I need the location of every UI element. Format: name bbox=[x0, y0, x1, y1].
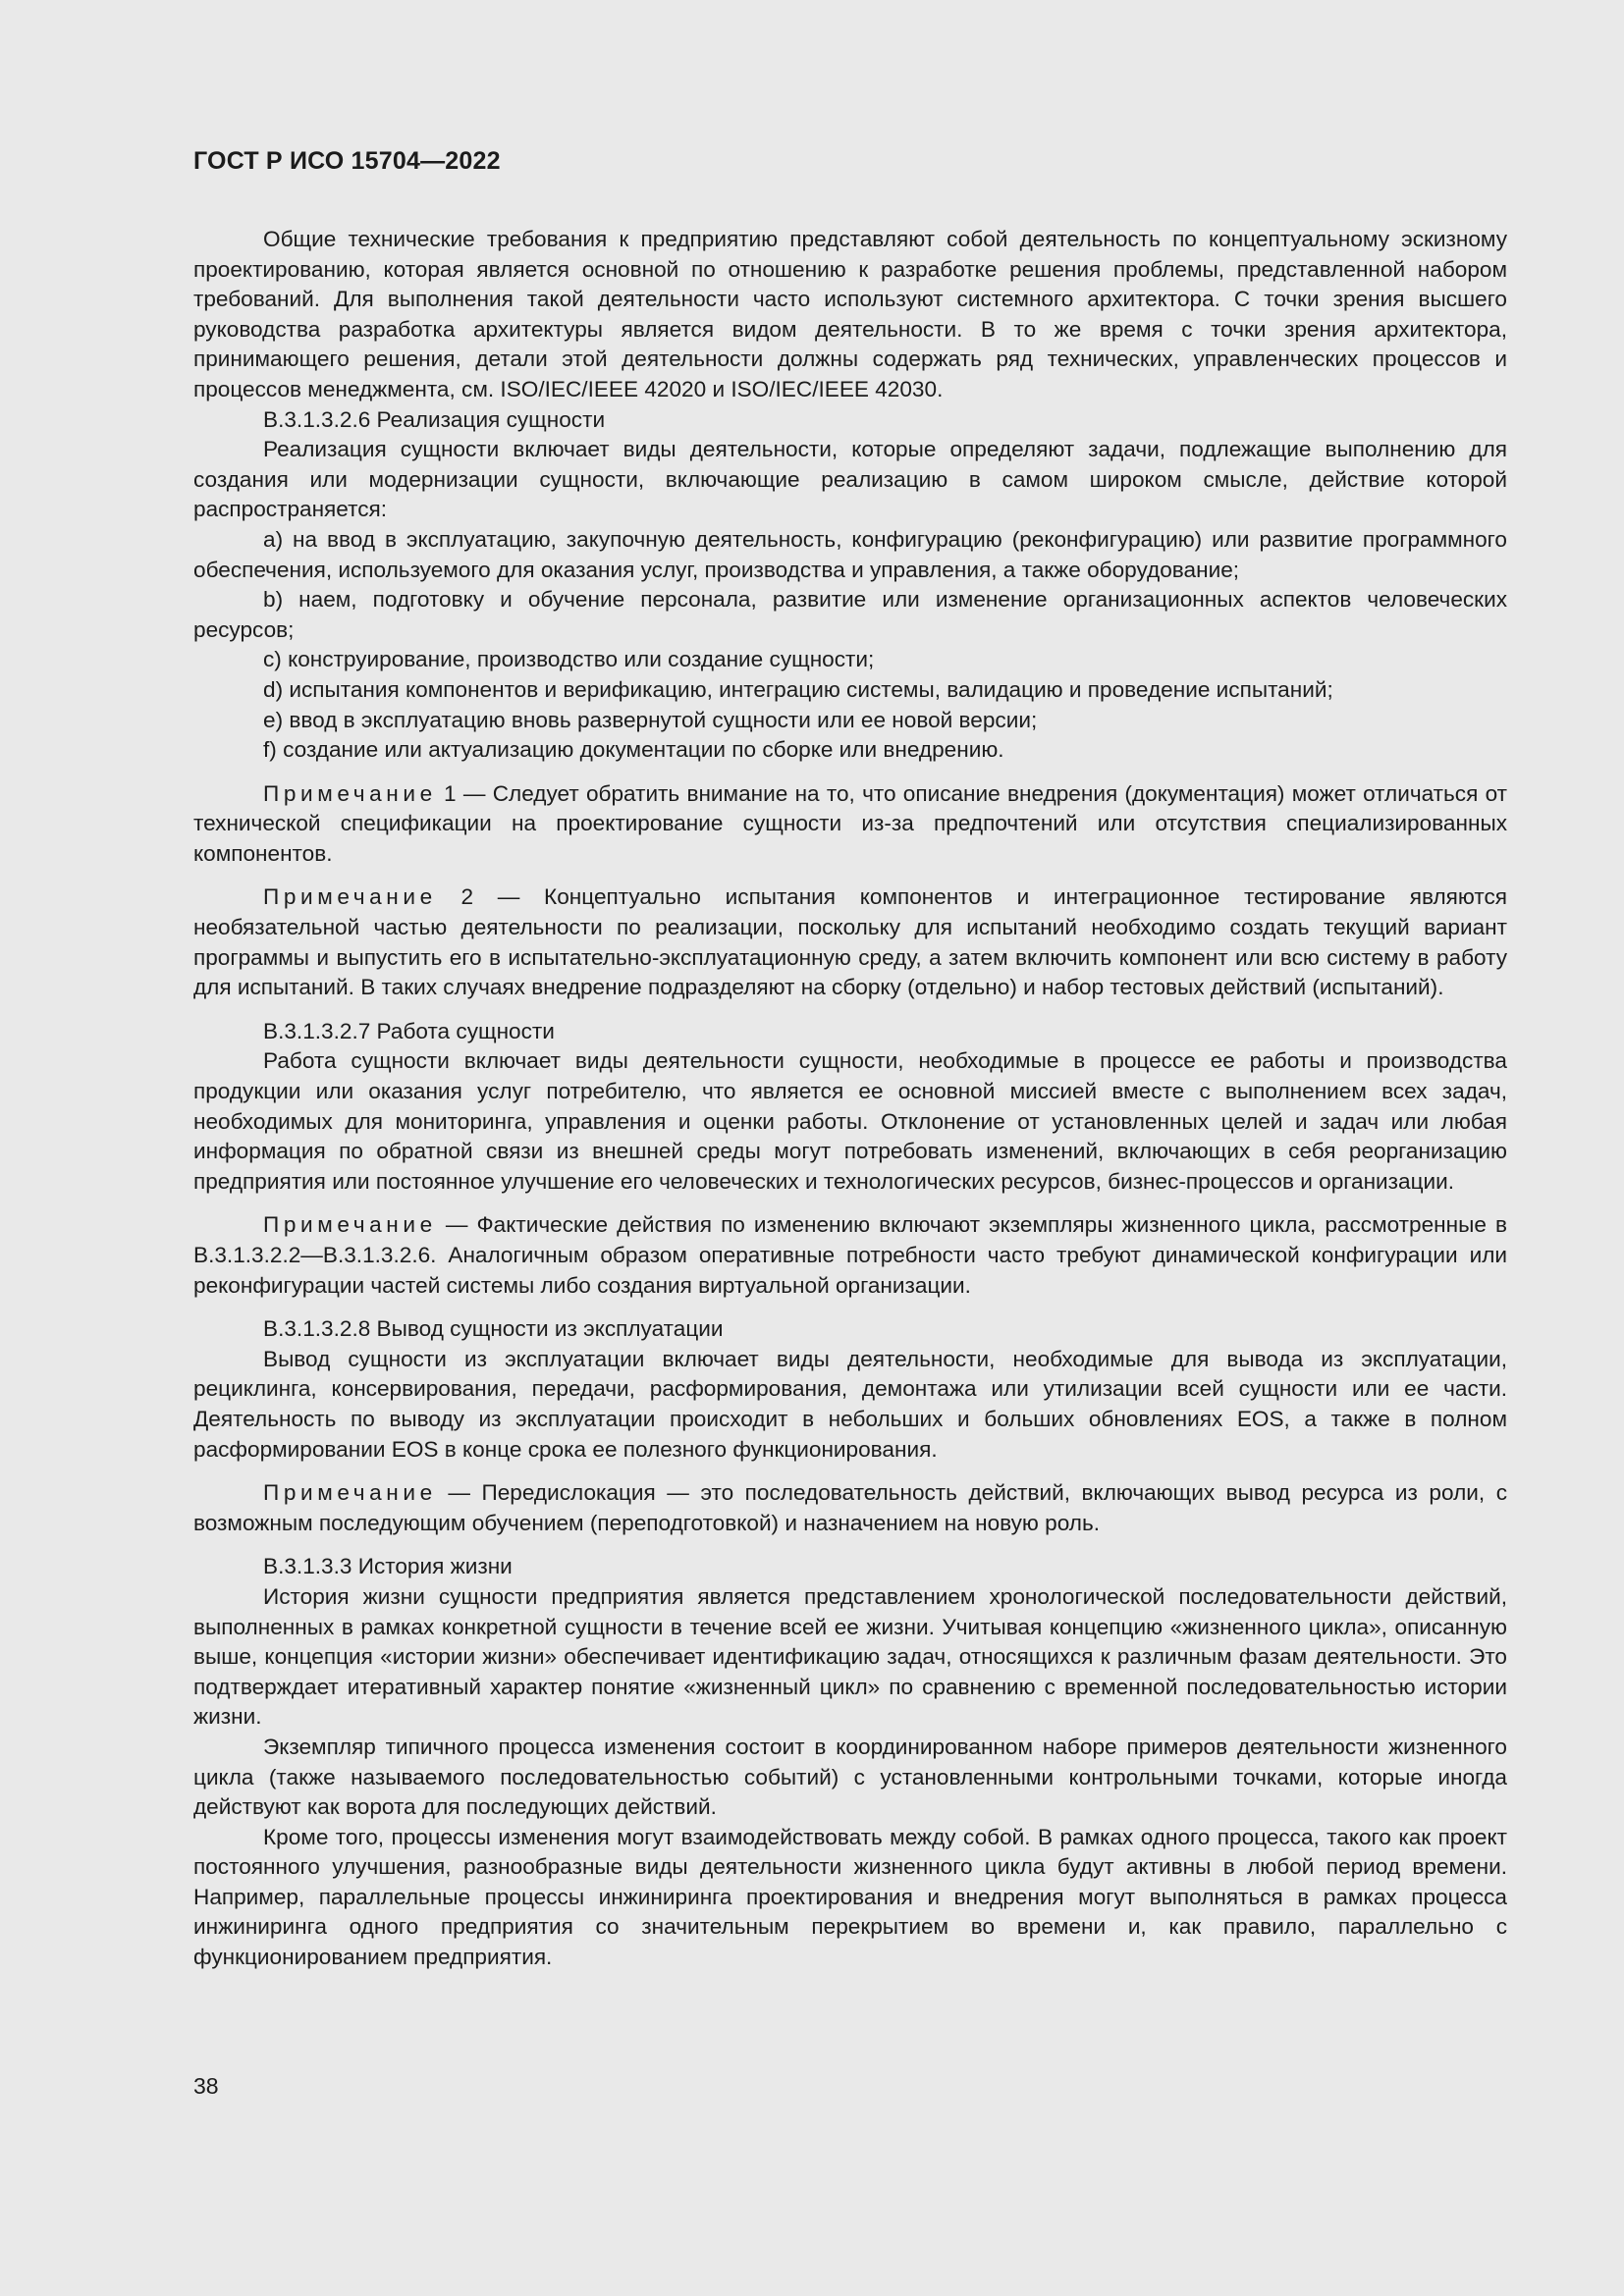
paragraph-operation: Работа сущности включает виды деятельности сущности, необходимые в процессе ее работы и производства продукции или оказания услуг потребителю, что является ее основной миссией вместе с выполнением всех задач, необходимых для мониторинга, управления и оценки работы. Отклонение от установленных целей и задач или любая информация по обратной связи из внешней среды могут потребовать изменений, включающих в себя реорганизацию предприятия или постоянное улучшение его человеческих и технологических ресурсов, бизнес-процессов и организации. bbox=[193, 1048, 1507, 1194]
list-item-f: f) создание или актуализацию документации по сборке или внедрению. bbox=[263, 737, 1004, 763]
paragraph-realization: Реализация сущности включает виды деятельности, которые определяют задачи, подлежащие выполнению для создания или модернизации сущности, включающие реализацию в самом широком смысле, действие которой распространяется: bbox=[193, 437, 1507, 522]
note-4 bbox=[193, 1478, 1507, 1538]
list-item-c: c) конструирование, производство или создание сущности; bbox=[263, 647, 875, 672]
note-label: Примечание bbox=[263, 780, 437, 806]
note-text: — Передислокация — это последовательность действий, включающих вывод ресурса из роли, с возможным последующим обучением (переподготовкой) и назначением на новую роль. bbox=[193, 1480, 1507, 1535]
section-heading-b31327: B.3.1.3.2.7 Работа сущности bbox=[263, 1018, 555, 1043]
section-heading-b31328: B.3.1.3.2.8 Вывод сущности из эксплуатации bbox=[263, 1316, 724, 1342]
section-heading-b3133: B.3.1.3.3 История жизни bbox=[263, 1554, 513, 1579]
note-text: — Фактические действия по изменению включают экземпляры жизненного цикла, рассмотренные в B.3.1.3.2.2—B.3.1.3.2.6. Аналогичным образом оперативные потребности часто требуют динамической конфигурации или реконфигурации частей системы либо создания виртуальной организации. bbox=[193, 1212, 1507, 1298]
list-item-d: d) испытания компонентов и верификацию, интеграцию системы, валидацию и проведение испытаний; bbox=[263, 676, 1333, 702]
document-body bbox=[193, 225, 1507, 1973]
note-label: Примечание bbox=[263, 1480, 437, 1506]
note-1 bbox=[193, 779, 1507, 870]
note-label: Примечание bbox=[263, 1212, 437, 1238]
list-item-e: e) ввод в эксплуатацию вновь развернутой сущности или ее новой версии; bbox=[263, 707, 1038, 732]
section-heading-b31326: B.3.1.3.2.6 Реализация сущности bbox=[263, 406, 606, 432]
paragraph-life-history: История жизни сущности предприятия является представлением хронологической последовательности действий, выполненных в рамках конкретной сущности в течение всей ее жизни. Учитывая концепцию «жизненного цикла», описанную выше, концепция «истории жизни» обеспечивает идентификацию задач, относящихся к различным фазам деятельности. Это подтверждает итеративный характер понятие «жизненный цикл» по сравнению с временной последовательностью истории жизни. bbox=[193, 1583, 1507, 1730]
paragraph-architecture: Общие технические требования к предприятию представляют собой деятельность по концептуальному эскизному проектированию, которая является основной по отношению к разработке решения проблемы, представленной набором требований. Для выполнения такой деятельности часто используют системного архитектора. С точки зрения высшего руководства разработка архитектуры является видом деятельности. В то же время с точки зрения архитектора, принимающего решения, детали этой деятельности должны содержать ряд технических, управленческих процессов и процессов менеджмента, см. ISO/IEC/IEEE 42020 и ISO/IEC/IEEE 42030. bbox=[193, 227, 1507, 401]
list-item-b: b) наем, подготовку и обучение персонала, развитие или изменение организационных аспектов человеческих ресурсов; bbox=[193, 587, 1507, 642]
paragraph-interaction: Кроме того, процессы изменения могут взаимодействовать между собой. В рамках одного процесса, такого как проект постоянного улучшения, разнообразные виды деятельности жизненного цикла будут активны в любой период времени. Например, параллельные процессы инжиниринга проектирования и внедрения могут выполняться в рамках процесса инжиниринга одного предприятия со значительным перекрытием во времени и, как правило, параллельно с функционированием предприятия. bbox=[193, 1824, 1507, 1970]
note-3 bbox=[193, 1210, 1507, 1301]
paragraph-decommission: Вывод сущности из эксплуатации включает виды деятельности, необходимые для вывода из эксплуатации, рециклинга, консервирования, передачи, расформирования, демонтажа или утилизации всей сущности или ее части. Деятельность по выводу из эксплуатации происходит в небольших и больших обновлениях EOS, а также в полном расформировании EOS в конце срока ее полезного функционирования. bbox=[193, 1346, 1507, 1462]
note-2 bbox=[193, 882, 1507, 1002]
paragraph-change-process: Экземпляр типичного процесса изменения состоит в координированном наборе примеров деятельности жизненного цикла (также называемого последовательностью событий) с установленными контрольными точками, которые иногда действуют как ворота для последующих действий. bbox=[193, 1734, 1507, 1820]
document-header-title: ГОСТ Р ИСО 15704—2022 bbox=[193, 147, 501, 175]
list-item-a: a) на ввод в эксплуатацию, закупочную деятельность, конфигурацию (реконфигурацию) или развитие программного обеспечения, используемого для оказания услуг, производства и управления, а также оборудование; bbox=[193, 526, 1507, 582]
note-label: Примечание bbox=[263, 884, 437, 910]
page-number: 38 bbox=[193, 2073, 219, 2099]
note-text: 2 — Концептуально испытания компонентов и интеграционное тестирование являются необязательной частью деятельности по реализации, поскольку для испытаний необходимо создать текущий вариант программы и выпустить его в испытательно-эксплуатационную среду, а затем включить компонент или всю систему в работу для испытаний. В таких случаях внедрение подразделяют на сборку (отдельно) и набор тестовых действий (испытаний). bbox=[193, 884, 1507, 1000]
note-text: 1 — Следует обратить внимание на то, что описание внедрения (документация) может отличаться от технической спецификации на проектирование сущности из-за предпочтений или отсутствия специализированных компонентов. bbox=[193, 780, 1507, 866]
